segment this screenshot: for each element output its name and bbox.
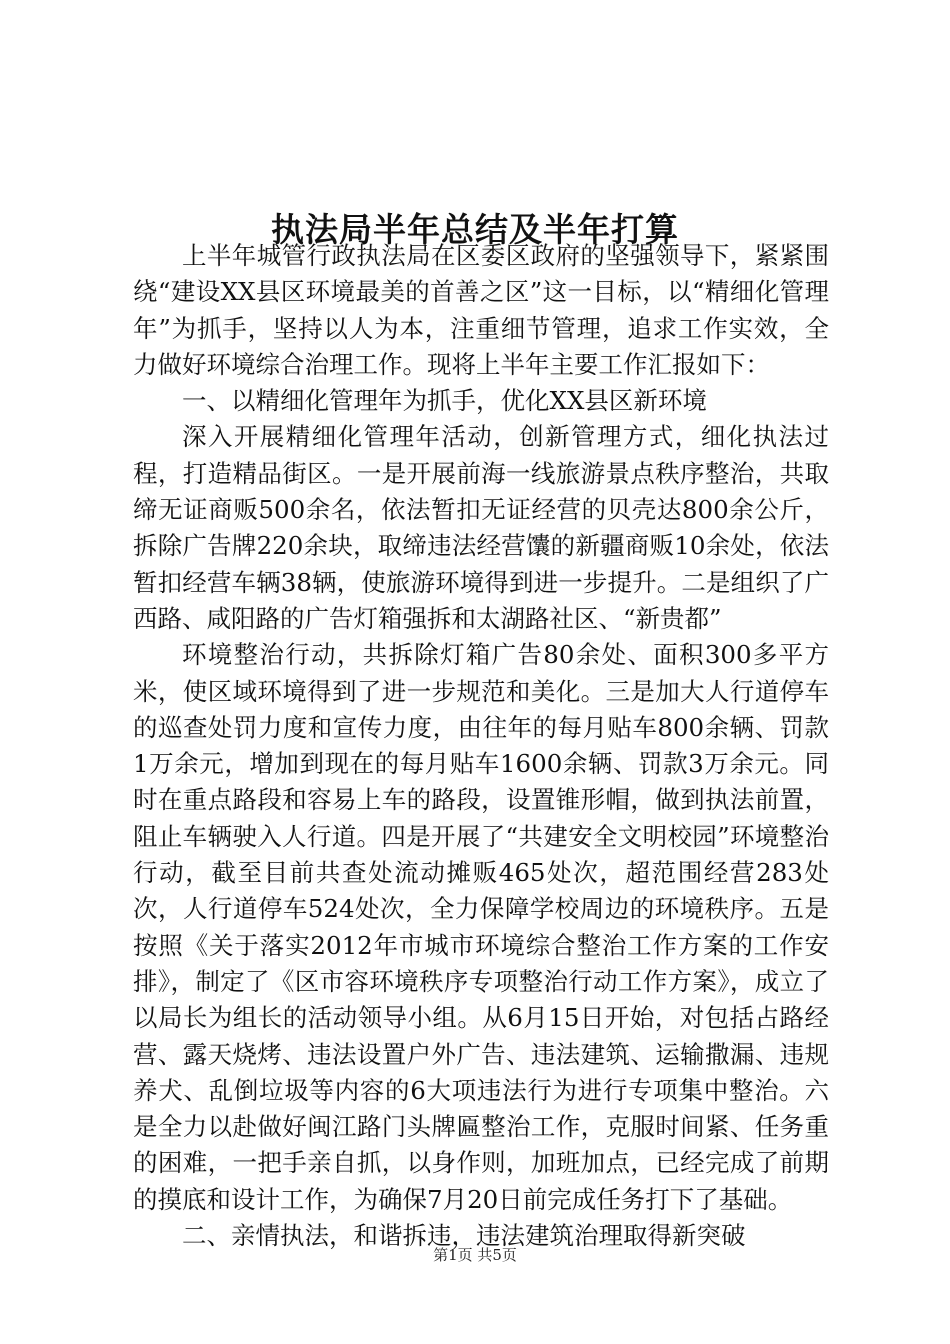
section-heading-1: 一、以精细化管理年为抓手，优化XX县区新环境	[182, 386, 707, 416]
body-paragraph: 环境整治行动，共拆除灯箱广告80余处、面积300多平方米，使区域环境得到了进一步规范和美化。三是加大人行道停车的巡查处罚力度和宣传力度，由往年的每月贴车800余辆、罚款1万余元，增加到现在的每月贴车1600余辆、罚款3万余元。同时在重点路段和容易上车的路段，设置锥形帽，做到执法前置，阻止车辆驶入人行道。四是开展了“共建安全文明校园”环境整治行动，截至目前共查处流动摊贩465处次，超范围经营283处次，人行道停车524处次，全力保障学校周边的环境秩序。五是按照《关于落实2012年市城市环境综合整治工作方案的工作安排》，制定了《区市容环境秩序专项整治行动工作方案》，成立了以局长为组长的活动领导小组。从6月15日开始，对包括占路经营、露天烧烤、违法设置户外广告、违法建筑、运输撒漏、违规养犬、乱倒垃圾等内容的6大项违法行为进行专项集中整治。六是全力以赴做好闽江路门头牌匾整治工作，克服时间紧、任务重的困难，一把手亲自抓，以身作则，加班加点，已经完成了前期的摸底和设计工作，为确保7月20日前完成任务打下了基础。	[133, 640, 829, 1214]
page-footer: 第1页 共5页	[433, 1246, 517, 1264]
body-paragraph: 深入开展精细化管理年活动，创新管理方式，细化执法过程，打造精品街区。一是开展前海一线旅游景点秩序整治，共取缔无证商贩500余名，依法暂扣无证经营的贝壳达800余公斤，拆除广告牌220余块，取缔违法经营馕的新疆商贩10余处，依法暂扣经营车辆38辆，使旅游环境得到进一步提升。二是组织了广西路、咸阳路的广告灯箱强拆和太湖路社区、“新贵都”	[133, 422, 829, 633]
document-body	[133, 238, 829, 1254]
intro-paragraph: 上半年城管行政执法局在区委区政府的坚强领导下，紧紧围绕“建设XX县区环境最美的首善之区”这一目标，以“精细化管理年”为抓手，坚持以人为本，注重细节管理，追求工作实效，全力做好环境综合治理工作。现将上半年主要工作汇报如下：	[133, 241, 829, 379]
document-title: 执法局半年总结及半年打算	[271, 210, 679, 250]
section-heading-2: 二、亲情执法，和谐拆违，违法建筑治理取得新突破	[182, 1221, 746, 1251]
